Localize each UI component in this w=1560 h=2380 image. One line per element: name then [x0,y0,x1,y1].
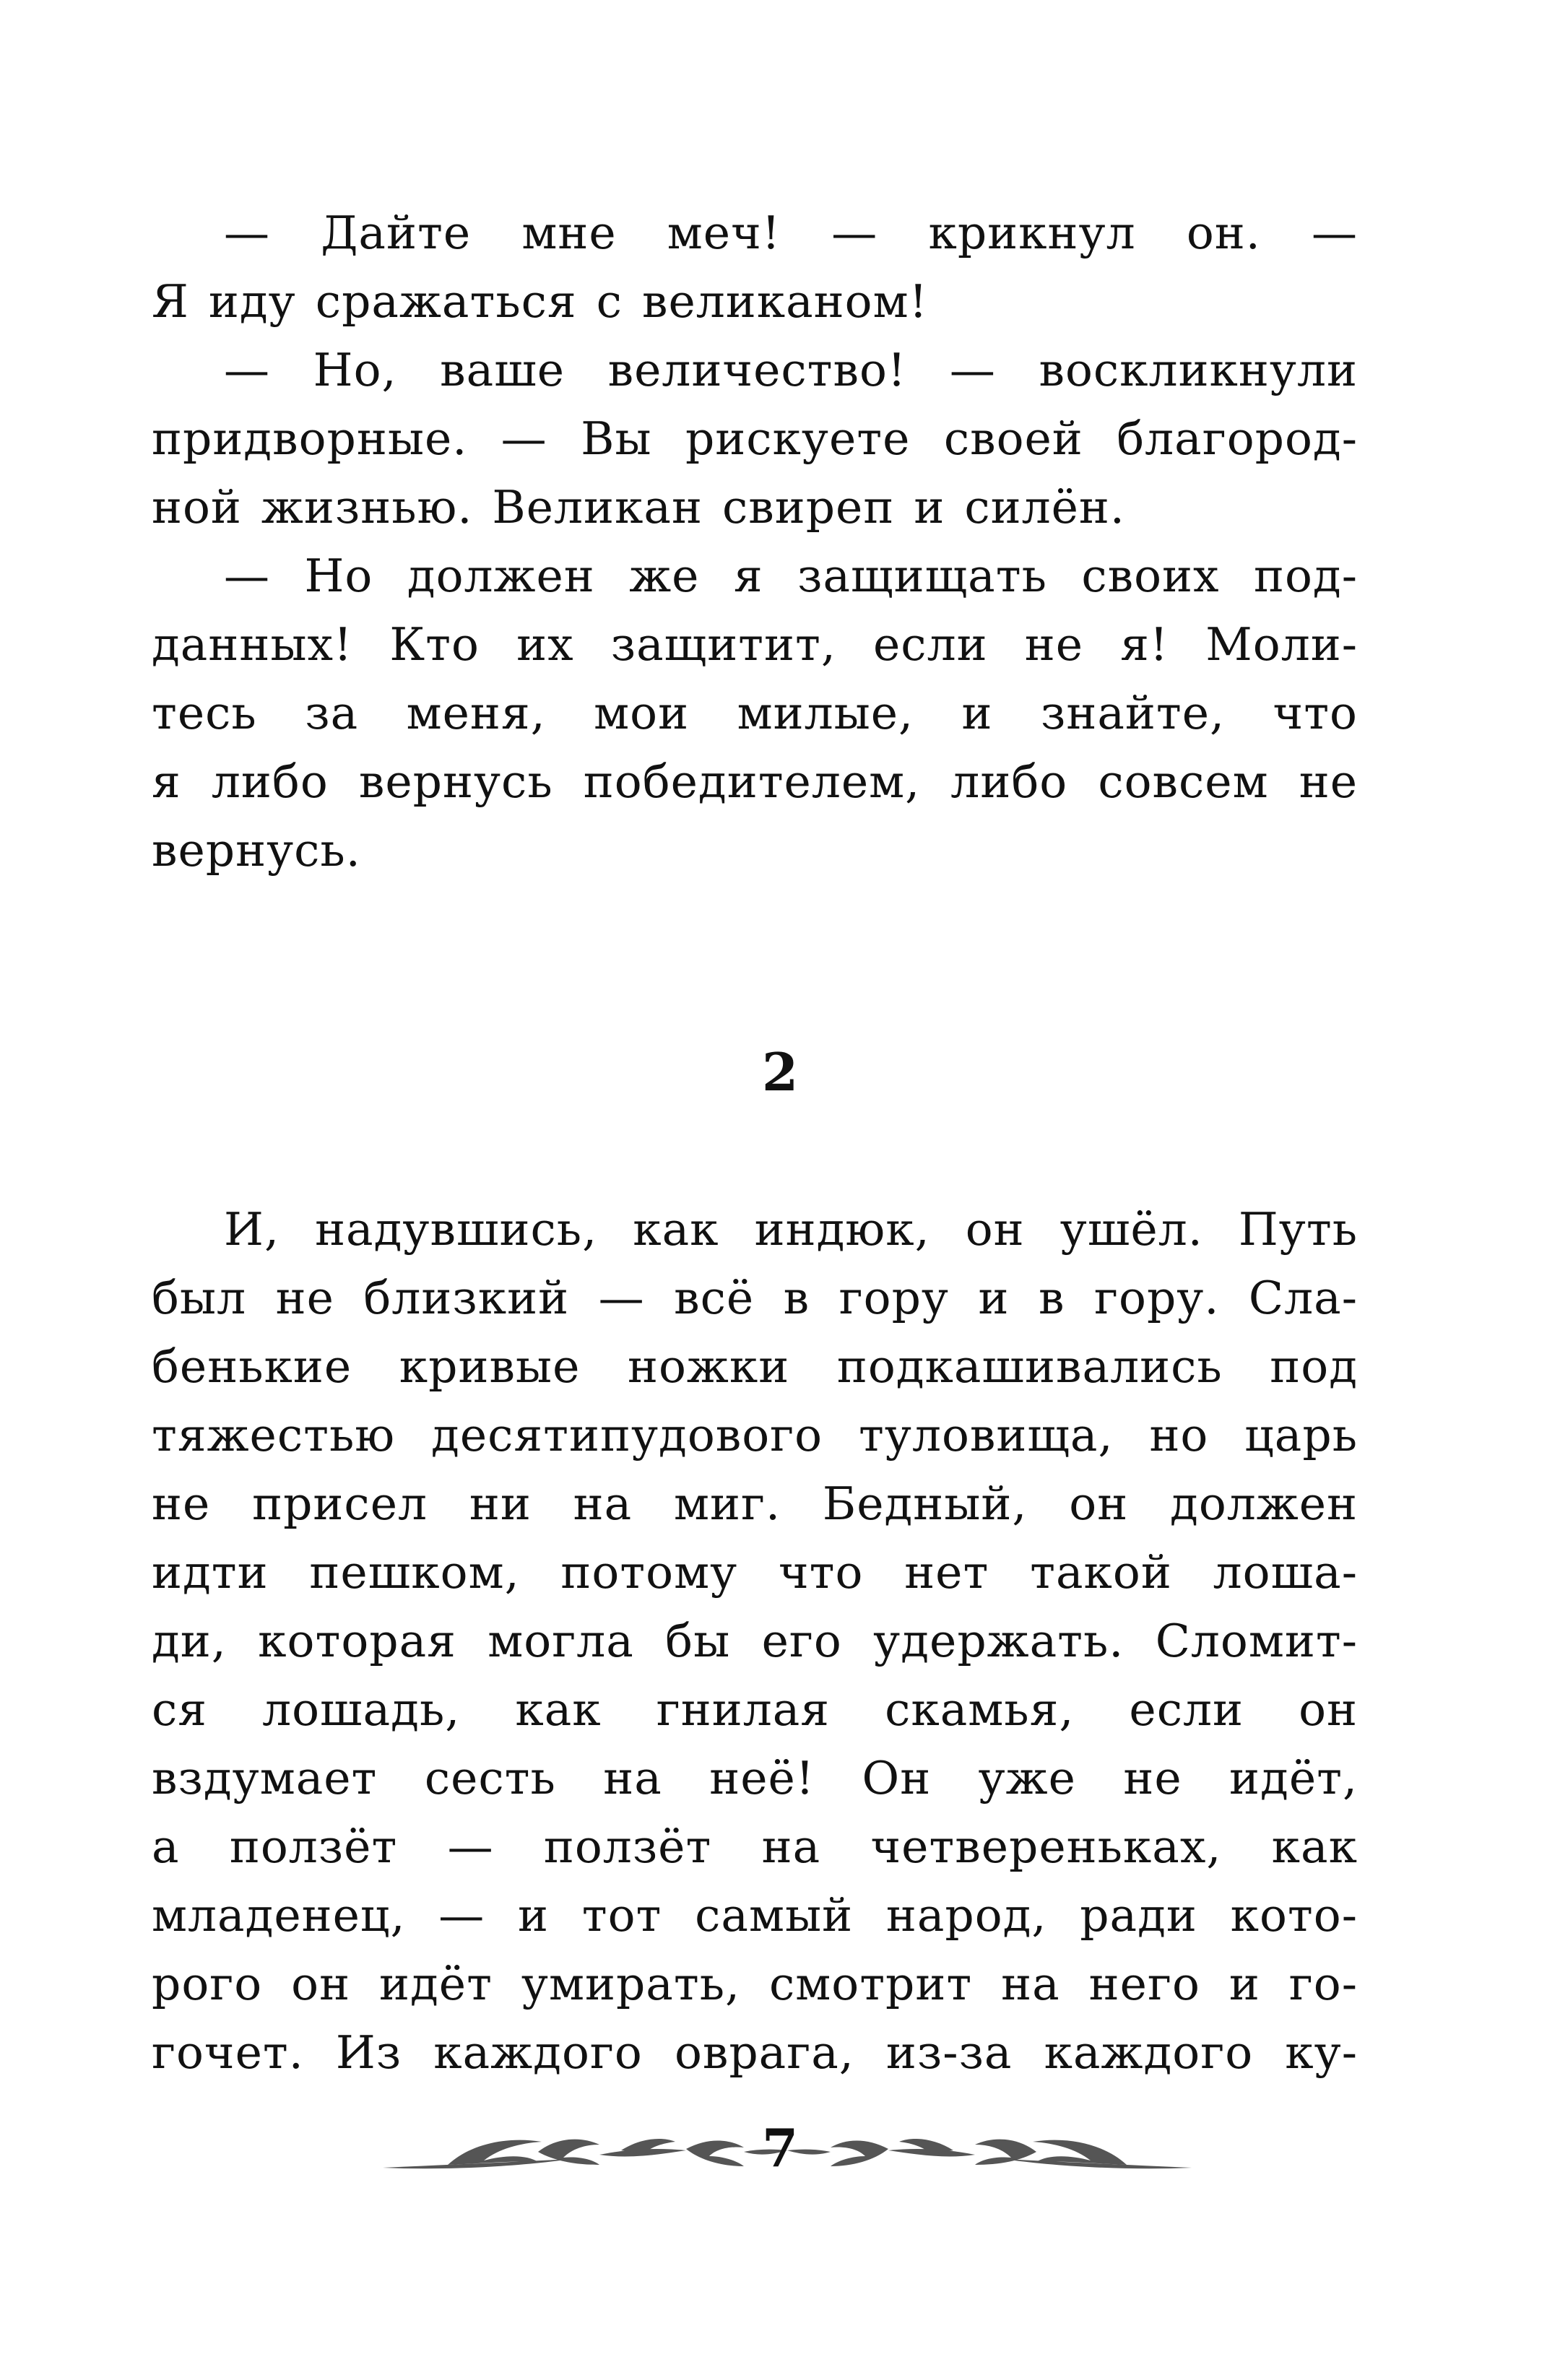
chapter-number: 2 [761,1041,799,1103]
text-line: данных! Кто их защитит, если не я! Моли- [152,618,1358,671]
text-line: — Но, ваше величество! — воскликнули [224,344,1358,396]
text-line: тяжестью десятипудового туловища, но царь [152,1409,1358,1462]
text-line: не присел ни на миг. Бедный, он должен [152,1477,1358,1530]
text-line: идти пешком, потому что нет такой лоша- [152,1546,1358,1599]
text-line: я либо вернусь победителем, либо совсем не [152,755,1358,808]
text-line: — Дайте мне меч! — крикнул он. — [224,207,1358,259]
text-line: гочет. Из каждого оврага, из-за каждого ку- [152,2026,1358,2079]
text-line: Я иду сражаться с великаном! [152,275,928,328]
text-line: ной жизнью. Великан свиреп и силён. [152,481,1125,534]
text-line: вздумает сесть на неё! Он уже не идёт, [152,1752,1358,1804]
page-number: 7 [761,2117,799,2179]
text-line: тесь за меня, мои милые, и знайте, что [152,687,1358,739]
text-line: рого он идёт умирать, смотрит на него и го- [152,1958,1358,2010]
section-2-text [152,1195,1358,2087]
text-line: вернусь. [152,824,361,877]
text-line: ди, которая могла бы его удержать. Сломит- [152,1615,1358,1667]
text-line: был не близкий — всё в гору и в гору. Сла- [152,1272,1358,1324]
text-line: придворные. — Вы рискуете своей благород- [152,412,1358,465]
text-line: И, надувшись, как индюк, он ушёл. Путь [224,1203,1358,1256]
page-footer [0,2108,1560,2195]
text-line: — Но должен же я защищать своих под- [224,550,1358,602]
ornament-flourish-icon [787,2123,1192,2181]
section-1-text [152,199,1358,885]
text-line: бенькие кривые ножки подкашивались под [152,1340,1358,1393]
text-line: младенец, — и тот самый народ, ради кото- [152,1889,1358,1942]
text-line: ся лошадь, как гнилая скамья, если он [152,1683,1358,1736]
text-line: а ползёт — ползёт на четвереньках, как [152,1820,1358,1873]
